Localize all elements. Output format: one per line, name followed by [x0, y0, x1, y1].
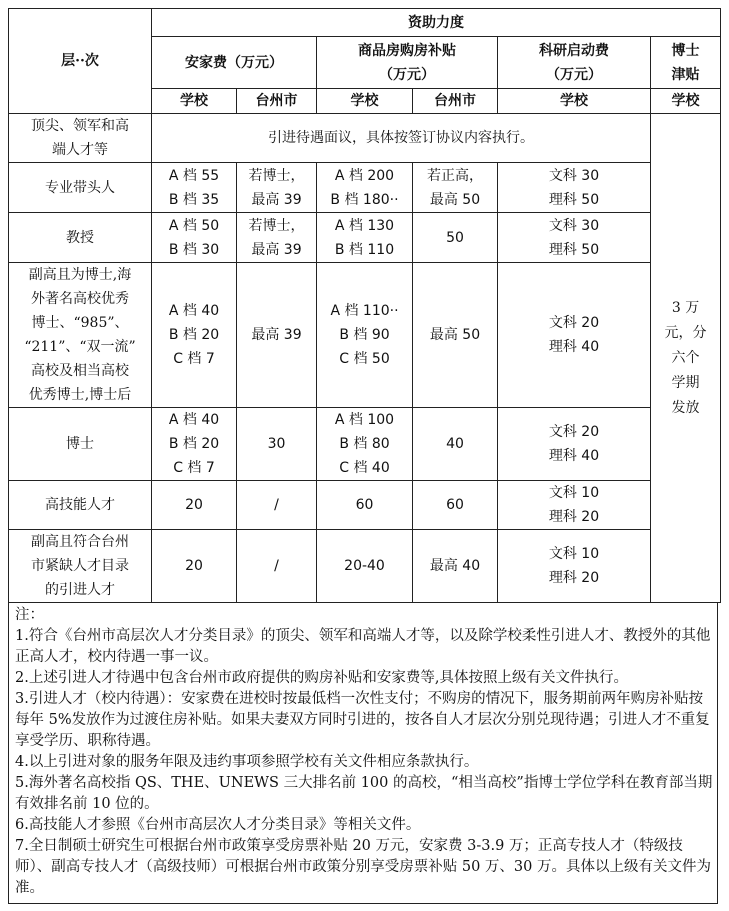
settle-school-cell-line: A 档 50: [168, 217, 220, 234]
settle-city-cell: [237, 163, 317, 213]
research-fund-cell: [498, 408, 651, 481]
header-level: 层··次: [9, 9, 152, 114]
subheader-school: 学校: [498, 89, 651, 114]
header-support: 资助力度: [152, 9, 721, 37]
research-fund-cell-line: 理科 20: [548, 570, 600, 586]
settle-school-cell: [152, 213, 237, 263]
note-item: 1.符合《台州市高层次人才分类目录》的顶尖、领军和高端人才等，以及除学校柔性引进人才、教授外的其他正高人才，校内待遇一事一议。: [15, 628, 711, 665]
category-cell-line: 高技能人才: [45, 497, 115, 513]
table-row: [9, 263, 721, 408]
settle-city-cell-line: 最高 39: [251, 241, 302, 258]
header-research-fund: 科研启动费 （万元）: [498, 37, 651, 89]
notes-title: 注：: [15, 607, 44, 623]
settle-school-cell: [152, 481, 237, 530]
table-row: [9, 481, 721, 530]
category-cell-line: 高校及相当高校: [31, 363, 129, 379]
category-cell-line: 顶尖、领军和高: [31, 118, 129, 134]
table-row: [9, 530, 721, 603]
phd-allowance-line: 元，分: [664, 324, 707, 341]
phd-allowance-cell: [651, 114, 721, 603]
settle-school-cell-line: A 档 40: [168, 412, 220, 428]
settle-school-cell-line: B 档 30: [168, 241, 220, 258]
note-item: 2.上述引进人才待遇中包含台州市政府提供的购房补贴和安家费等,具体按照上级有关文件执行。: [15, 670, 628, 686]
settle-city-cell-line: 最高 39: [251, 191, 302, 208]
phd-allowance-line: 学期: [671, 374, 700, 391]
category-cell-line: 博士、“985”、: [31, 315, 129, 331]
housing-school-cell-line: A 档 100: [334, 412, 395, 428]
table-row: [9, 213, 721, 263]
housing-school-cell: [317, 163, 413, 213]
housing-city-cell-line: 若正高，: [427, 167, 483, 184]
phd-allowance-line: 六个: [671, 349, 700, 366]
note-item: 7.全日制硕士研究生可根据台州市政策享受房票补贴 20 万元，安家费 3-3.9 万；正高专技人才（特级技师）、副高专技人才（高级技师）可根据台州市政策分别享受房票补贴 50 万、30 万。具体以上级有关文件为准。: [15, 838, 711, 896]
research-fund-cell: [498, 213, 651, 263]
table-row: [9, 163, 721, 213]
note-item: 6.高技能人才参照《台州市高层次人才分类目录》等相关文件。: [15, 817, 421, 833]
research-fund-cell-line: 理科 40: [548, 339, 600, 355]
header-settle-fee: 安家费（万元）: [152, 37, 317, 89]
document-page: [8, 8, 720, 904]
category-cell: [9, 263, 152, 408]
category-cell: [9, 408, 152, 481]
housing-city-cell: [413, 481, 498, 530]
category-cell-line: 副高且符合台州: [31, 534, 129, 550]
category-cell-line: 副高且为博士,海: [28, 267, 132, 283]
category-cell-line: 外著名高校优秀: [31, 291, 129, 307]
housing-city-cell: [413, 530, 498, 603]
housing-school-cell-line: A 档 130: [334, 217, 395, 234]
subheader-city: 台州市: [413, 89, 498, 114]
note-item: 5.海外著名高校指 QS、THE、UNEWS 三大排名前 100 的高校，“相当高校”指博士学位学科在教育部当期有效排名前 10 位的。: [15, 775, 713, 812]
settle-school-cell-line: 20: [185, 558, 203, 574]
housing-city-cell-line: 最高 50: [429, 191, 481, 208]
housing-school-cell-line: B 档 80: [339, 436, 390, 452]
housing-city-cell: [413, 263, 498, 408]
housing-city-cell-line: 最高 50: [429, 327, 481, 343]
settle-school-cell-line: 20: [185, 497, 203, 513]
housing-school-cell-line: B 档 90: [339, 327, 390, 343]
settle-city-cell: [237, 213, 317, 263]
housing-city-cell-line: 60: [446, 497, 464, 513]
housing-school-cell: [317, 213, 413, 263]
settle-city-cell-line: /: [274, 497, 279, 513]
settle-school-cell: [152, 263, 237, 408]
housing-school-cell: [317, 408, 413, 481]
housing-school-cell-line: C 档 40: [339, 460, 390, 476]
category-cell: [9, 481, 152, 530]
note-item: 4.以上引进对象的服务年限及违约事项参照学校有关文件相应条款执行。: [15, 754, 479, 770]
phd-allowance-line: 发放: [671, 399, 700, 416]
category-cell-line: 市紧缺人才目录: [31, 558, 129, 574]
housing-city-cell: [413, 408, 498, 481]
housing-school-cell-line: B 档 180··: [330, 191, 399, 208]
negotiated-treatment-cell: 引进待遇面议，具体按签订协议内容执行。: [152, 114, 651, 163]
research-fund-cell-line: 理科 50: [548, 191, 600, 208]
subheader-school: 学校: [317, 89, 413, 114]
category-cell: [9, 114, 152, 163]
table-row: [9, 408, 721, 481]
research-fund-cell-line: 文科 30: [548, 217, 600, 234]
settle-school-cell: [152, 530, 237, 603]
settle-school-cell-line: B 档 20: [168, 436, 220, 452]
settle-school-cell-line: A 档 55: [168, 167, 220, 184]
subheader-school: 学校: [651, 89, 721, 114]
phd-allowance-line: 3 万: [671, 299, 700, 316]
research-fund-cell: [498, 530, 651, 603]
housing-school-cell-line: B 档 110: [334, 241, 395, 258]
notes-section: [8, 603, 718, 904]
settle-city-cell-line: 最高 39: [251, 327, 302, 343]
category-cell: [9, 530, 152, 603]
category-cell-line: 专业带头人: [45, 179, 115, 196]
housing-school-cell: [317, 530, 413, 603]
housing-school-cell-line: A 档 110··: [330, 303, 399, 319]
housing-city-cell-line: 50: [446, 229, 464, 246]
settle-city-cell-line: /: [274, 558, 279, 574]
settle-school-cell-line: B 档 35: [168, 191, 220, 208]
category-cell-line: “211”、“双一流”: [24, 339, 136, 355]
research-fund-cell: [498, 163, 651, 213]
header-phd-allowance: 博士 津贴: [651, 37, 721, 89]
housing-school-cell-line: C 档 50: [339, 351, 390, 367]
settle-school-cell: [152, 163, 237, 213]
research-fund-cell-line: 文科 10: [548, 485, 600, 501]
settle-school-cell-line: C 档 7: [173, 460, 215, 476]
housing-city-cell: [413, 213, 498, 263]
research-fund-cell-line: 理科 50: [548, 241, 600, 258]
category-cell: [9, 213, 152, 263]
settle-school-cell-line: C 档 7: [173, 351, 215, 367]
settle-school-cell-line: A 档 40: [168, 303, 220, 319]
settle-city-cell-line: 若博士，: [248, 217, 305, 234]
subheader-city: 台州市: [237, 89, 317, 114]
settle-city-cell-line: 若博士，: [248, 167, 305, 184]
talent-support-table: [8, 8, 721, 603]
category-cell-line: 博士: [66, 436, 94, 452]
category-cell-line: 端人才等: [52, 142, 108, 158]
research-fund-cell-line: 理科 20: [548, 509, 600, 525]
housing-school-cell-line: A 档 200: [334, 167, 395, 184]
category-cell-line: 的引进人才: [45, 582, 115, 598]
research-fund-cell: [498, 263, 651, 408]
research-fund-cell-line: 文科 30: [548, 167, 600, 184]
settle-city-cell-line: 30: [267, 436, 286, 452]
header-housing-subsidy: 商品房购房补贴 （万元）: [317, 37, 498, 89]
housing-school-cell: [317, 481, 413, 530]
settle-school-cell-line: B 档 20: [168, 327, 220, 343]
settle-city-cell: [237, 481, 317, 530]
table-row: [9, 114, 721, 163]
subheader-school: 学校: [152, 89, 237, 114]
category-cell-line: 优秀博士,博士后: [28, 387, 132, 403]
research-fund-cell-line: 文科 20: [548, 424, 600, 440]
settle-city-cell: [237, 530, 317, 603]
housing-school-cell-line: 20-40: [344, 558, 385, 574]
housing-city-cell-line: 40: [446, 436, 464, 452]
research-fund-cell-line: 理科 40: [548, 448, 600, 464]
housing-school-cell: [317, 263, 413, 408]
housing-city-cell: [413, 163, 498, 213]
settle-city-cell: [237, 263, 317, 408]
settle-city-cell: [237, 408, 317, 481]
housing-city-cell-line: 最高 40: [429, 558, 481, 574]
settle-school-cell: [152, 408, 237, 481]
research-fund-cell: [498, 481, 651, 530]
research-fund-cell-line: 文科 10: [548, 546, 600, 562]
housing-school-cell-line: 60: [355, 497, 374, 513]
category-cell: [9, 163, 152, 213]
note-item: 3.引进人才（校内待遇）：安家费在进校时按最低档一次性支付；不购房的情况下，服务期前两年购房补贴按每年 5%发放作为过渡住房补贴。如果夫妻双方同时引进的，按各自人才层次分别兑现待遇；引进人才不重复享受学历、职称待遇。: [15, 691, 710, 749]
research-fund-cell-line: 文科 20: [548, 315, 600, 331]
category-cell-line: 教授: [66, 229, 94, 246]
